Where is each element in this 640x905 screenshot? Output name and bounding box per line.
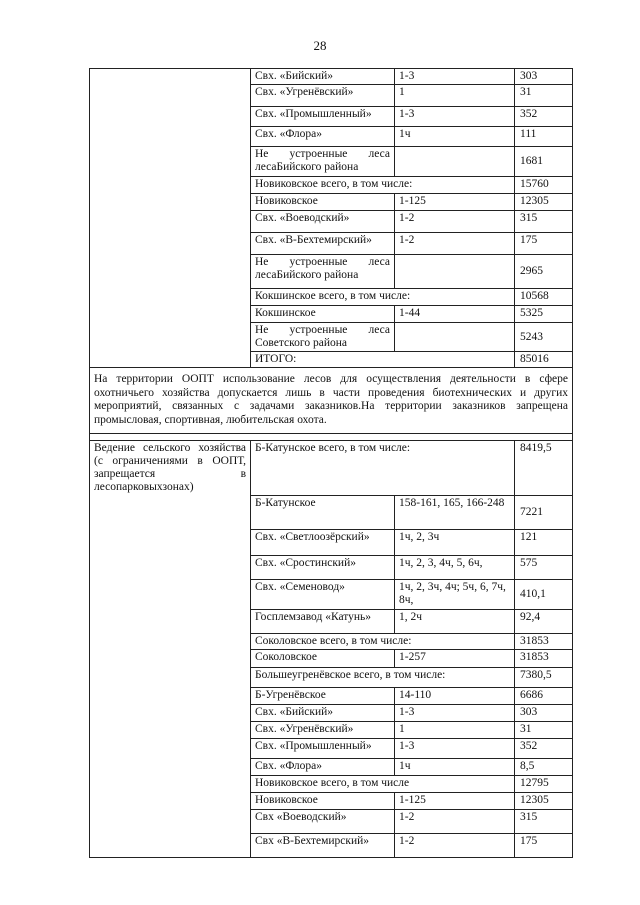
area-cell: 10568	[515, 289, 573, 306]
table-row	[90, 255, 573, 289]
quarters-cell: 1ч, 2, 3ч, 4ч; 5ч, 6, 7ч, 8ч,	[395, 579, 515, 609]
table-row	[90, 306, 573, 323]
note-row	[90, 368, 573, 434]
quarters-cell: 14-110	[395, 687, 515, 704]
table-row	[90, 323, 573, 352]
quarters-cell	[395, 323, 515, 352]
activity-cell-empty	[90, 306, 251, 323]
table-row	[90, 758, 573, 775]
forestry-name-cell: Соколовское	[251, 649, 395, 667]
area-cell: 175	[515, 833, 573, 857]
table-row	[90, 704, 573, 721]
spacer-row	[90, 434, 573, 441]
area-cell: 410,1	[515, 579, 573, 609]
area-cell: 352	[515, 107, 573, 127]
table-row	[90, 738, 573, 758]
forestry-name-cell: Свх. «Бийский»	[251, 69, 395, 85]
activity-cell-empty	[90, 609, 251, 633]
forestry-name-cell: Свх. «Флора»	[251, 127, 395, 147]
area-cell: 175	[515, 233, 573, 255]
activity-cell-empty	[90, 738, 251, 758]
area-cell: 5325	[515, 306, 573, 323]
activity-cell-empty	[90, 758, 251, 775]
activity-cell-empty	[90, 69, 251, 85]
area-cell: 121	[515, 529, 573, 555]
table-row	[90, 85, 573, 107]
activity-cell-empty	[90, 687, 251, 704]
forestry-name-cell: Свх. «Бийский»	[251, 704, 395, 721]
table-row	[90, 529, 573, 555]
table-row	[90, 441, 573, 496]
area-cell: 31853	[515, 633, 573, 649]
area-cell: 12305	[515, 792, 573, 809]
activity-cell-empty	[90, 147, 251, 177]
forestry-name-cell: Не устроенные леса лесаБийского района	[251, 147, 395, 177]
area-cell: 92,4	[515, 609, 573, 633]
forestry-name-cell: Большеугренёвское всего, в том числе:	[251, 667, 515, 687]
forestry-name-cell: Свх. «Семеновод»	[251, 579, 395, 609]
forestry-name-cell: Свх. «Светлоозёрский»	[251, 529, 395, 555]
forestry-name-cell: Новиковское	[251, 194, 395, 211]
quarters-cell: 1-2	[395, 211, 515, 233]
quarters-cell: 1ч	[395, 758, 515, 775]
table-row	[90, 667, 573, 687]
activity-cell-empty	[90, 323, 251, 352]
activity-cell-empty	[90, 833, 251, 857]
hunting-restriction-note: На территории ООПТ использование лесов для осуществления деятельности в сфере охотничьего хозяйства допускается лишь в части проведения биотехнических и других мероприятий, связанных с задачами заказников.На территории заказников запрещена промысловая, спортивная, любительская охота.	[90, 368, 573, 434]
table-row	[90, 233, 573, 255]
area-cell: 31	[515, 85, 573, 107]
table-row	[90, 289, 573, 306]
quarters-cell: 158-161, 165, 166-248	[395, 495, 515, 529]
quarters-cell	[395, 147, 515, 177]
quarters-cell: 1-257	[395, 649, 515, 667]
table-row	[90, 833, 573, 857]
activity-cell-empty	[90, 233, 251, 255]
area-cell: 352	[515, 738, 573, 758]
activity-cell-empty	[90, 579, 251, 609]
forestry-name-cell: Б-Угренёвское	[251, 687, 395, 704]
forestry-name-cell: Госплемзавод «Катунь»	[251, 609, 395, 633]
area-cell: 8,5	[515, 758, 573, 775]
activity-cell-empty	[90, 495, 251, 529]
quarters-cell: 1-2	[395, 809, 515, 833]
forestry-name-cell: Соколовское всего, в том числе:	[251, 633, 515, 649]
table-row	[90, 579, 573, 609]
activity-cell-empty	[90, 352, 251, 368]
quarters-cell: 1ч	[395, 127, 515, 147]
table-row	[90, 194, 573, 211]
area-cell: 7221	[515, 495, 573, 529]
activity-cell-empty	[90, 177, 251, 194]
forestry-name-cell: Кокшинское всего, в том числе:	[251, 289, 515, 306]
quarters-cell: 1	[395, 85, 515, 107]
activity-cell-empty	[90, 667, 251, 687]
quarters-cell: 1-3	[395, 107, 515, 127]
activity-cell: Ведение сельского хозяйства (с ограничениями в ООПТ, запрещается в лесопарковыхзонах)	[90, 441, 251, 496]
area-cell: 85016	[515, 352, 573, 368]
table-row	[90, 609, 573, 633]
area-cell: 12795	[515, 775, 573, 792]
table-row	[90, 721, 573, 738]
forestry-name-cell: Не устроенные леса Советского района	[251, 323, 395, 352]
activity-cell-empty	[90, 127, 251, 147]
table-row	[90, 555, 573, 579]
activity-cell-empty	[90, 255, 251, 289]
activity-cell-empty	[90, 211, 251, 233]
table-row	[90, 633, 573, 649]
activity-cell-empty	[90, 107, 251, 127]
forestry-name-cell: Свх. «Флора»	[251, 758, 395, 775]
section1-body	[90, 69, 573, 368]
quarters-cell: 1-2	[395, 233, 515, 255]
quarters-cell	[395, 255, 515, 289]
area-cell: 1681	[515, 147, 573, 177]
area-cell: 8419,5	[515, 441, 573, 496]
forestry-name-cell: ИТОГО:	[251, 352, 515, 368]
forest-use-table	[89, 68, 573, 858]
quarters-cell: 1-3	[395, 738, 515, 758]
table-row	[90, 495, 573, 529]
forestry-name-cell: Свх. «В-Бехтемирский»	[251, 233, 395, 255]
forestry-name-cell: Б-Катунское	[251, 495, 395, 529]
table-row	[90, 687, 573, 704]
activity-cell-empty	[90, 809, 251, 833]
forestry-name-cell: Б-Катунское всего, в том числе:	[251, 441, 515, 496]
area-cell: 5243	[515, 323, 573, 352]
activity-cell-empty	[90, 792, 251, 809]
quarters-cell: 1-125	[395, 194, 515, 211]
area-cell: 6686	[515, 687, 573, 704]
forestry-name-cell: Свх. «Угренёвский»	[251, 85, 395, 107]
page-number: 28	[313, 38, 327, 53]
area-cell: 303	[515, 704, 573, 721]
activity-cell-empty	[90, 775, 251, 792]
table-row	[90, 809, 573, 833]
forestry-name-cell: Свх. «Промышленный»	[251, 107, 395, 127]
activity-cell-empty	[90, 633, 251, 649]
forestry-name-cell: Свх. «Угренёвский»	[251, 721, 395, 738]
area-cell: 315	[515, 809, 573, 833]
activity-cell-empty	[90, 555, 251, 579]
area-cell: 31	[515, 721, 573, 738]
quarters-cell: 1-3	[395, 704, 515, 721]
area-cell: 31853	[515, 649, 573, 667]
area-cell: 12305	[515, 194, 573, 211]
activity-cell-empty	[90, 721, 251, 738]
table-row	[90, 775, 573, 792]
quarters-cell: 1ч, 2, 3, 4ч, 5, 6ч,	[395, 555, 515, 579]
table-row	[90, 649, 573, 667]
quarters-cell: 1, 2ч	[395, 609, 515, 633]
table-row	[90, 127, 573, 147]
area-cell: 303	[515, 69, 573, 85]
activity-cell-empty	[90, 194, 251, 211]
area-cell: 315	[515, 211, 573, 233]
forestry-name-cell: Свх. «Сростинский»	[251, 555, 395, 579]
table-row	[90, 69, 573, 85]
quarters-cell: 1-44	[395, 306, 515, 323]
quarters-cell: 1-3	[395, 69, 515, 85]
area-cell: 111	[515, 127, 573, 147]
table-row	[90, 177, 573, 194]
activity-cell-empty	[90, 529, 251, 555]
quarters-cell: 1	[395, 721, 515, 738]
activity-cell-empty	[90, 704, 251, 721]
forestry-name-cell: Не устроенные леса лесаБийского района	[251, 255, 395, 289]
area-cell: 15760	[515, 177, 573, 194]
forestry-name-cell: Новиковское всего, в том числе	[251, 775, 515, 792]
forestry-name-cell: Новиковское всего, в том числе:	[251, 177, 515, 194]
forestry-name-cell: Свх «Воеводский»	[251, 809, 395, 833]
forestry-name-cell: Новиковское	[251, 792, 395, 809]
table-row	[90, 352, 573, 368]
activity-cell-empty	[90, 85, 251, 107]
table-row	[90, 792, 573, 809]
activity-cell-empty	[90, 649, 251, 667]
forestry-name-cell: Свх «В-Бехтемирский»	[251, 833, 395, 857]
area-cell: 7380,5	[515, 667, 573, 687]
quarters-cell: 1-125	[395, 792, 515, 809]
quarters-cell: 1-2	[395, 833, 515, 857]
area-cell: 575	[515, 555, 573, 579]
area-cell: 2965	[515, 255, 573, 289]
section2-body	[90, 441, 573, 858]
activity-cell-empty	[90, 289, 251, 306]
table-row	[90, 147, 573, 177]
forestry-name-cell: Свх. «Промышленный»	[251, 738, 395, 758]
quarters-cell: 1ч, 2, 3ч	[395, 529, 515, 555]
forestry-name-cell: Свх. «Воеводский»	[251, 211, 395, 233]
table-row	[90, 211, 573, 233]
table-row	[90, 107, 573, 127]
forestry-name-cell: Кокшинское	[251, 306, 395, 323]
